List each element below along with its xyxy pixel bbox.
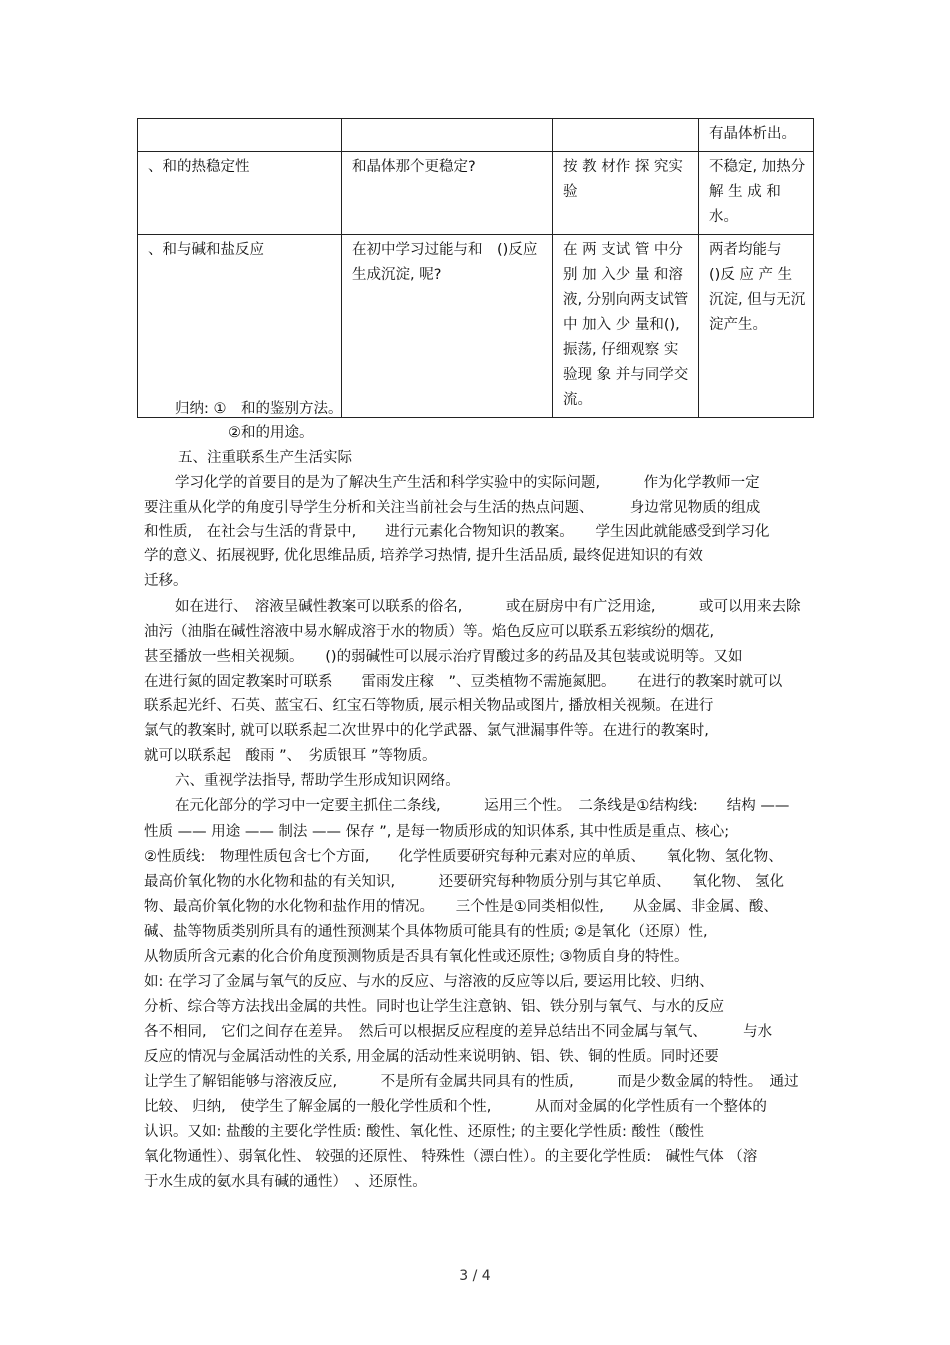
table-cell: 不稳定, 加热分 解 生 成 和水。 [699,152,814,235]
section-heading: 五、注重联系生产生活实际 [178,450,352,466]
table-row [138,119,814,152]
paragraph-line: 氧化物通性）、弱氧化性、 较强的还原性、 特殊性（漂白性）。的主要化学性质: 碱性气体 （溶 [144,1149,758,1165]
paragraph-line: 比较、 归纳, 使学生了解金属的一般化学性质和个性, 从而对金属的化学性质有一个整体的 [144,1099,767,1115]
paragraph-line: 让学生了解铝能够与溶液反应, 不是所有金属共同具有的性质, 而是少数金属的特性。 通过 [144,1074,799,1090]
table-cell: 两者均能与 ()反 应 产 生 沉淀, 但与无沉淀产生。 [699,235,814,418]
paragraph-line: 油污（油脂在碱性溶液中易水解成溶于水的物质）等。焰色反应可以联系五彩缤纷的烟花, [144,624,715,640]
table-cell: 有晶体析出。 [699,119,814,152]
summary-line: ②和的用途。 [228,425,314,441]
paragraph-line: 迁移。 [144,573,188,589]
paragraph-line: 在进行氮的固定教案时可联系 雷雨发庄稼 ”、豆类植物不需施氮肥。 在进行的教案时就可以 [144,674,783,690]
paragraph-line: 反应的情况与金属活动性的关系, 用金属的活动性来说明钠、铝、铁、铜的性质。同时还要 [144,1049,719,1065]
paragraph-line: 认识。又如: 盐酸的主要化学性质: 酸性、氧化性、还原性; 的主要化学性质: 酸性（酸性 [144,1124,704,1140]
table-cell: 在初中学习过能与和 ()反应生成沉淀, 呢? [342,235,553,418]
paragraph-line: 学的意义、拓展视野, 优化思维品质, 培养学习热情, 提升生活品质, 最终促进知识的有效 [144,548,703,564]
summary-line: 归纳: ① 和的鉴别方法。 [175,401,343,417]
table-cell [553,119,699,152]
paragraph-line: ②性质线: 物理性质包含七个方面, 化学性质要研究每种元素对应的单质、 氧化物、氢化物、 [144,849,783,865]
table-cell: 、和与碱和盐反应 [138,235,342,418]
paragraph-line: 如在进行、 溶液呈碱性教案可以联系的俗名, 或在厨房中有广泛用途, 或可以用来去除 [175,599,801,615]
paragraph-line: 要注重从化学的角度引导学生分析和关注当前社会与生活的热点问题、 身边常见物质的组成 [144,500,761,516]
paragraph-line: 物、最高价氧化物的水化物和盐作用的情况。 三个性是①同类相似性, 从金属、非金属、酸、 [144,899,778,915]
table-cell: 和晶体那个更稳定? [342,152,553,235]
paragraph-line: 碱、盐等物质类别所具有的通性预测某个具体物质可能具有的性质; ②是氧化（还原）性, [144,924,708,940]
paragraph-line: 氯气的教案时, 就可以联系起二次世界中的化学武器、氯气泄漏事件等。在进行的教案时, [144,723,709,739]
paragraph-line: 最高价氧化物的水化物和盐的有关知识, 还要研究每种物质分别与其它单质、 氧化物、 氢化 [144,874,784,890]
page-number: 3 / 4 [459,1268,491,1284]
paragraph-line: 从物质所含元素的化合价角度预测物质是否具有氧化性或还原性; ③物质自身的特性。 [144,949,689,965]
table-cell: 、和的热稳定性 [138,152,342,235]
paragraph-line: 如: 在学习了金属与氧气的反应、与水的反应、与溶液的反应等以后, 要运用比较、归纳、 [144,974,714,990]
table-row [138,235,814,418]
paragraph-line: 甚至播放一些相关视频。 ()的弱碱性可以展示治疗胃酸过多的药品及其包装或说明等。又如 [144,649,743,665]
paragraph-line: 学习化学的首要目的是为了解决生产生活和科学实验中的实际问题, 作为化学教师一定 [175,475,760,491]
table-row [138,152,814,235]
section-heading: 六、重视学法指导, 帮助学生形成知识网络。 [175,773,460,789]
table-cell [342,119,553,152]
paragraph-line: 性质 —— 用途 —— 制法 —— 保存 ”, 是每一物质形成的知识体系, 其中性质是重点、核心; [144,824,730,840]
paragraph-line: 各不相同, 它们之间存在差异。 然后可以根据反应程度的差异总结出不同金属与氧气、 与水 [144,1024,773,1040]
table-cell [138,119,342,152]
table-cell: 按 教 材作 探 究实验 [553,152,699,235]
experiment-table [137,118,814,418]
paragraph-line: 分析、综合等方法找出金属的共性。同时也让学生注意钠、铝、铁分别与氧气、与水的反应 [144,999,724,1015]
paragraph-line: 就可以联系起 酸雨 ”、 劣质银耳 ”等物质。 [144,748,437,764]
paragraph-line: 联系起光纤、石英、蓝宝石、红宝石等物质, 展示相关物品或图片, 播放相关视频。在进行 [144,698,714,714]
paragraph-line: 在元化部分的学习中一定要主抓住二条线, 运用三个性。 二条线是①结构线: 结构 —— [175,798,790,814]
table-cell: 在 两 支试 管 中分别 加 入少 量 和溶液, 分别向两支试管 中 加入 少 量和(), 振荡, 仔细观察 实 验现 象 并与同学交流。 [553,235,699,418]
paragraph-line: 和性质, 在社会与生活的背景中, 进行元素化合物知识的教案。 学生因此就能感受到学习化 [144,524,770,540]
paragraph-line: 于水生成的氨水具有碱的通性） 、还原性。 [144,1174,427,1190]
